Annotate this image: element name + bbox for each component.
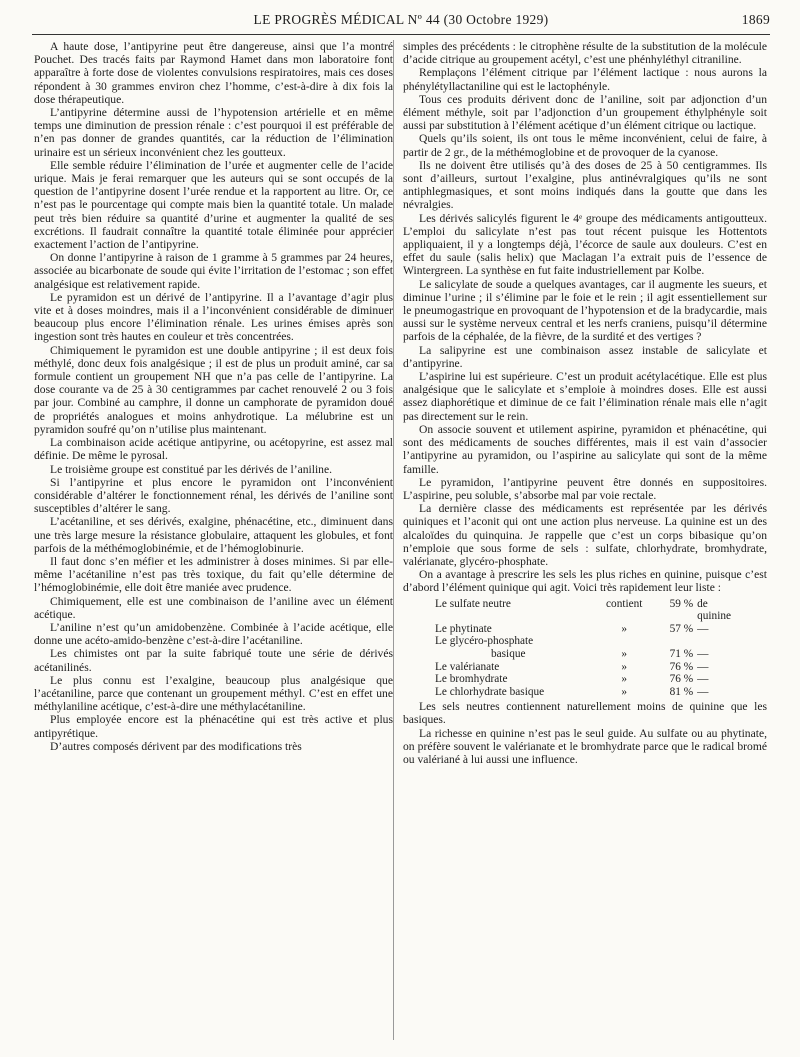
quinine-salts-table: [433, 598, 733, 699]
table-cell-cont: »: [621, 673, 628, 686]
left-column: [34, 40, 393, 1045]
table-row: [433, 661, 733, 674]
paragraph: L’aniline n’est qu’un amidobenzène. Combinée à l’acide acétique, elle donne une acéto-amido-benzène c’est-à-dire l’acétaniline.: [34, 620, 393, 648]
journal-title: LE PROGRÈS MÉDICAL Nº 44 (30 Octobre 1929): [253, 12, 549, 27]
table-cell-tail: de quinine: [697, 597, 732, 623]
paragraph: simples des précédents : le citrophène résulte de la substitution de la molécule d’acide citrique au groupement acétyl, c’est une phénhyléthyl citraniline.: [403, 40, 767, 67]
table-cell-name: Le bromhydrate: [435, 673, 508, 686]
right-column-body: [403, 40, 767, 595]
table-cell-name: Le glycéro-phosphate: [435, 635, 534, 648]
paragraph: Chimiquement, elle est une combinaison de l’aniline avec un élément acétique.: [34, 594, 393, 621]
right-column-tail: [403, 700, 767, 766]
paragraph: On a avantage à prescrire les sels les plus riches en quinine, puisque c’est d’abord l’élément quinique qui agit. Voici très rapidement leur liste :: [403, 568, 767, 595]
running-header: [32, 12, 770, 34]
table-row: [433, 598, 733, 623]
paragraph: L’antipyrine détermine aussi de l’hypotension artérielle et en même temps une diminution de pression rénale : c’est pourquoi il est préférable de n’en pas donner de grandes quantités, car la réduction de l’élimination urinaire est un sérieux inconvénient chez les goutteux.: [34, 106, 393, 159]
paragraph: Si l’antipyrine et plus encore le pyramidon ont l’inconvénient considérable d’altérer le fonctionnement rénal, les dérivés de l’aniline sont susceptibles d’altérer le sang.: [34, 475, 393, 516]
table-cell-tail: —: [697, 673, 709, 686]
paragraph: Les chimistes ont par la suite fabriqué toute une série de dérivés acétanilinés.: [34, 647, 393, 674]
paragraph: On associe souvent et utilement aspirine, pyramidon et phénacétine, qui sont des médicaments de souches différentes, mais il est vain d’associer l’antipyrine au pyramidon, ou l’aspirine au salicylate qui sont de la même famille.: [403, 422, 767, 476]
paragraph: Chimiquement le pyramidon est une double antipyrine ; il est deux fois méthylé, donc deux fois analgésique ; il est de plus un produit aminé, car sa formule contient un groupement NH que n’a pas celle de l’antipyrine. La dose courante va de 25 à 30 centigrammes par cachet renouvelé 2 ou 3 fois par jour. Combiné au camphre, il donne un camphorate de pyramidon doué de propriétés analogues et moins anhydrotique. La mélubrine est un pyramidon soufré qu’on n’utilise plus maintenant.: [34, 343, 393, 436]
table-cell-cont: »: [621, 660, 628, 673]
paragraph: Tous ces produits dérivent donc de l’aniline, soit par adjonction d’un élément méthyle, soit par l’adjonction d’un groupement éthylphényle soit aussi par substitution à l’élément acétique d’un élément citrique ou lactique.: [403, 92, 767, 133]
page-number: 1869: [741, 12, 770, 27]
table-cell-pct: 57 %: [669, 622, 694, 635]
paragraph: Quels qu’ils soient, ils ont tous le même inconvénient, celui de faire, à partir de 2 gr., de la méthémoglobine et de provoquer de la cyanose.: [403, 132, 767, 159]
header-rule: [32, 34, 770, 35]
table-cell-tail: —: [697, 647, 709, 660]
table-cell-pct: 71 %: [669, 647, 694, 660]
table-cell-pct: 76 %: [669, 660, 694, 673]
column-separator: [393, 40, 394, 1040]
right-column: [403, 40, 767, 1045]
paragraph: L’aspirine lui est supérieure. C’est un produit acétylacétique. Elle est plus analgésique que le salicylate et s’emploie à moindres doses. Elle est aussi assez diaphorétique et diminue de ce fait l’élimination rénale mais elle n’agit pas directement sur le rein.: [403, 370, 767, 423]
paragraph: Les dérivés salicylés figurent le 4ᵉ groupe des médicaments antigoutteux. L’emploi du salicylate n’est pas tout récent puisque les Hottentots appliquaient, il y a longtemps déjà, l’écorce de saule aux douleurs. C’est en effet du saule (salis helix) que Maclagan l’a extrait puis de l’essence de Wintergreen. La synthèse en fut faite industriellement par Kolbe.: [403, 211, 767, 278]
table-cell-cont: [596, 635, 653, 648]
table-cell-pct: 81 %: [669, 685, 694, 698]
paragraph: La richesse en quinine n’est pas le seul guide. Au sulfate ou au phytinate, on préfère souvent le valérianate et le bromhydrate parce que le radical bromé ou valériané à lui aussi une influence.: [403, 726, 767, 767]
table-cell-cont: »: [621, 685, 628, 698]
table-cell-cont: »: [621, 647, 628, 660]
paragraph: Ils ne doivent être utilisés qu’à des doses de 25 à 50 centigrammes. Ils sont d’ailleurs, surtout l’exalgine, plus antinévralgiques qu’ils ne sont antiphlegmasiques, et sont moins indiqués dans la goutte que dans les névralgies.: [403, 158, 767, 212]
table-cell-cont: »: [621, 622, 628, 635]
paragraph: D’autres composés dérivent par des modifications très: [50, 739, 302, 753]
paragraph: Le pyramidon, l’antipyrine peuvent être donnés en suppositoires. L’aspirine, peu soluble, s’absorbe mal par voie rectale.: [403, 475, 767, 502]
table-row: [433, 648, 733, 661]
table-row: [433, 635, 733, 648]
paragraph: L’acétaniline, et ses dérivés, exalgine, phénacétine, etc., diminuent dans une très large mesure la résistance globulaire, attaquent les globules, et font parfois de la méthémoglobinémie, et de l’hémoglobinurie.: [34, 515, 393, 555]
paragraph: La dernière classe des médicaments est représentée par les dérivés quiniques et l’aconit qui ont une action plus nerveuse. La quinine est un des alcaloïdes du quinquina. Je rappelle que c’est un corps bibasique qu’on n’emploie que sous forme de sels : sulfate, chlorhydrate, bromhydrate, valérianate, glycéro-phosphate.: [403, 502, 767, 568]
table-cell-name: Le chlorhydrate basique: [435, 685, 545, 698]
table-row: [433, 673, 733, 686]
paragraph: Le pyramidon est un dérivé de l’antipyrine. Il a l’avantage d’agir plus vite et à doses moindres, mais il a l’inconvénient considérable de diminuer beaucoup plus encore l’élimination rénale. Les urines émises après son ingestion sont très hautes en couleur et très concentrées.: [34, 290, 393, 344]
paragraph: Elle semble réduire l’élimination de l’urée et augmenter celle de l’acide urique. Mais je ferai remarquer que les auteurs qui se sont occupés de la question de l’antipyrine dosent l’urée rendue et la rapportent au litre. Or, ce n’est pas le pourcentage qui compte mais bien la quantité totale. Un malade peut très bien réduire sa quantité d’urine et augmenter la qualité de ses excrétions. Il faudrait connaître la quantité totale éliminée pour apprécier exactement l’action de l’antipyrine.: [34, 158, 393, 252]
table-cell-cont: contient: [606, 597, 643, 610]
table-cell-pct: 59 %: [669, 597, 694, 610]
table-cell-tail: —: [697, 685, 709, 698]
paragraph: Le troisième groupe est constitué par les dérivés de l’aniline.: [50, 462, 333, 476]
table-cell-tail: [695, 635, 733, 648]
table-cell-name: Le phytinate: [435, 622, 492, 635]
paragraph: Il faut donc s’en méfier et les administrer à doses minimes. Si par elle-même l’acétaniline n’est pas très toxique, du fait qu’elle détermine de l’hémoglobinémie, elle doit être maniée avec prudence.: [34, 554, 393, 595]
table-cell-tail: —: [697, 622, 709, 635]
table-row: [433, 623, 733, 636]
paragraph: A haute dose, l’antipyrine peut être dangereuse, ainsi que l’a montré Pouchet. Des tracés faits par Raymond Hamet dans mon laboratoire font apparaître à forte dose de violentes convulsions respiratoires, mais ces doses répondent à 30 grammes environ chez l’homme, c’est-à-dire à dix fois la dose thérapeutique.: [34, 40, 393, 106]
table-cell-name: Le sulfate neutre: [435, 597, 511, 610]
paragraph: On donne l’antipyrine à raison de 1 gramme à 5 grammes par 24 heures, associée au bicarbonate de soude qui évite l’irritation de l’estomac ; son effet analgésique est relativement rapide.: [34, 251, 393, 291]
table-cell-pct: [653, 635, 695, 648]
paragraph: Plus employée encore est la phénacétine qui est très active et plus antipyrétique.: [34, 713, 393, 740]
paragraph: La combinaison acide acétique antipyrine, ou acétopyrine, est assez mal définie. De même le pyrosal.: [34, 436, 393, 463]
table-cell-pct: 76 %: [669, 673, 694, 686]
paragraph: Le plus connu est l’exalgine, beaucoup plus analgésique que l’acétaniline, parce que contenant un groupement méthyl. C’est en effet une méthylaniline acétique, c’est-à-dire une méthylacétaniline.: [34, 673, 393, 714]
paragraph: Le salicylate de soude a quelques avantages, car il augmente les sueurs, et diminue l’urine ; il s’élimine par le foie et le rein ; il agit essentiellement sur le pneumogastrique en provoquant de l’hypotension et de la bradycardie, mais aussi sur le système nerveux central et les nerfs craniens, puisqu’il détermine parfois de la céphalée, de la fièvre, de la surdité et des vertiges ?: [403, 277, 767, 344]
paragraph: La salipyrine est une combinaison assez instable de salicylate et d’antipyrine.: [403, 343, 767, 370]
table-cell-tail: —: [697, 660, 709, 673]
table-row: [433, 686, 733, 699]
paragraph: Remplaçons l’élément citrique par l’élément lactique : nous aurons la phénylétyllactaniline qui est le lactophényle.: [403, 66, 767, 93]
table-cell-name: basique: [491, 647, 526, 660]
table-cell-name: Le valérianate: [435, 660, 500, 673]
paragraph: Les sels neutres contiennent naturellement moins de quinine que les basiques.: [403, 700, 767, 727]
